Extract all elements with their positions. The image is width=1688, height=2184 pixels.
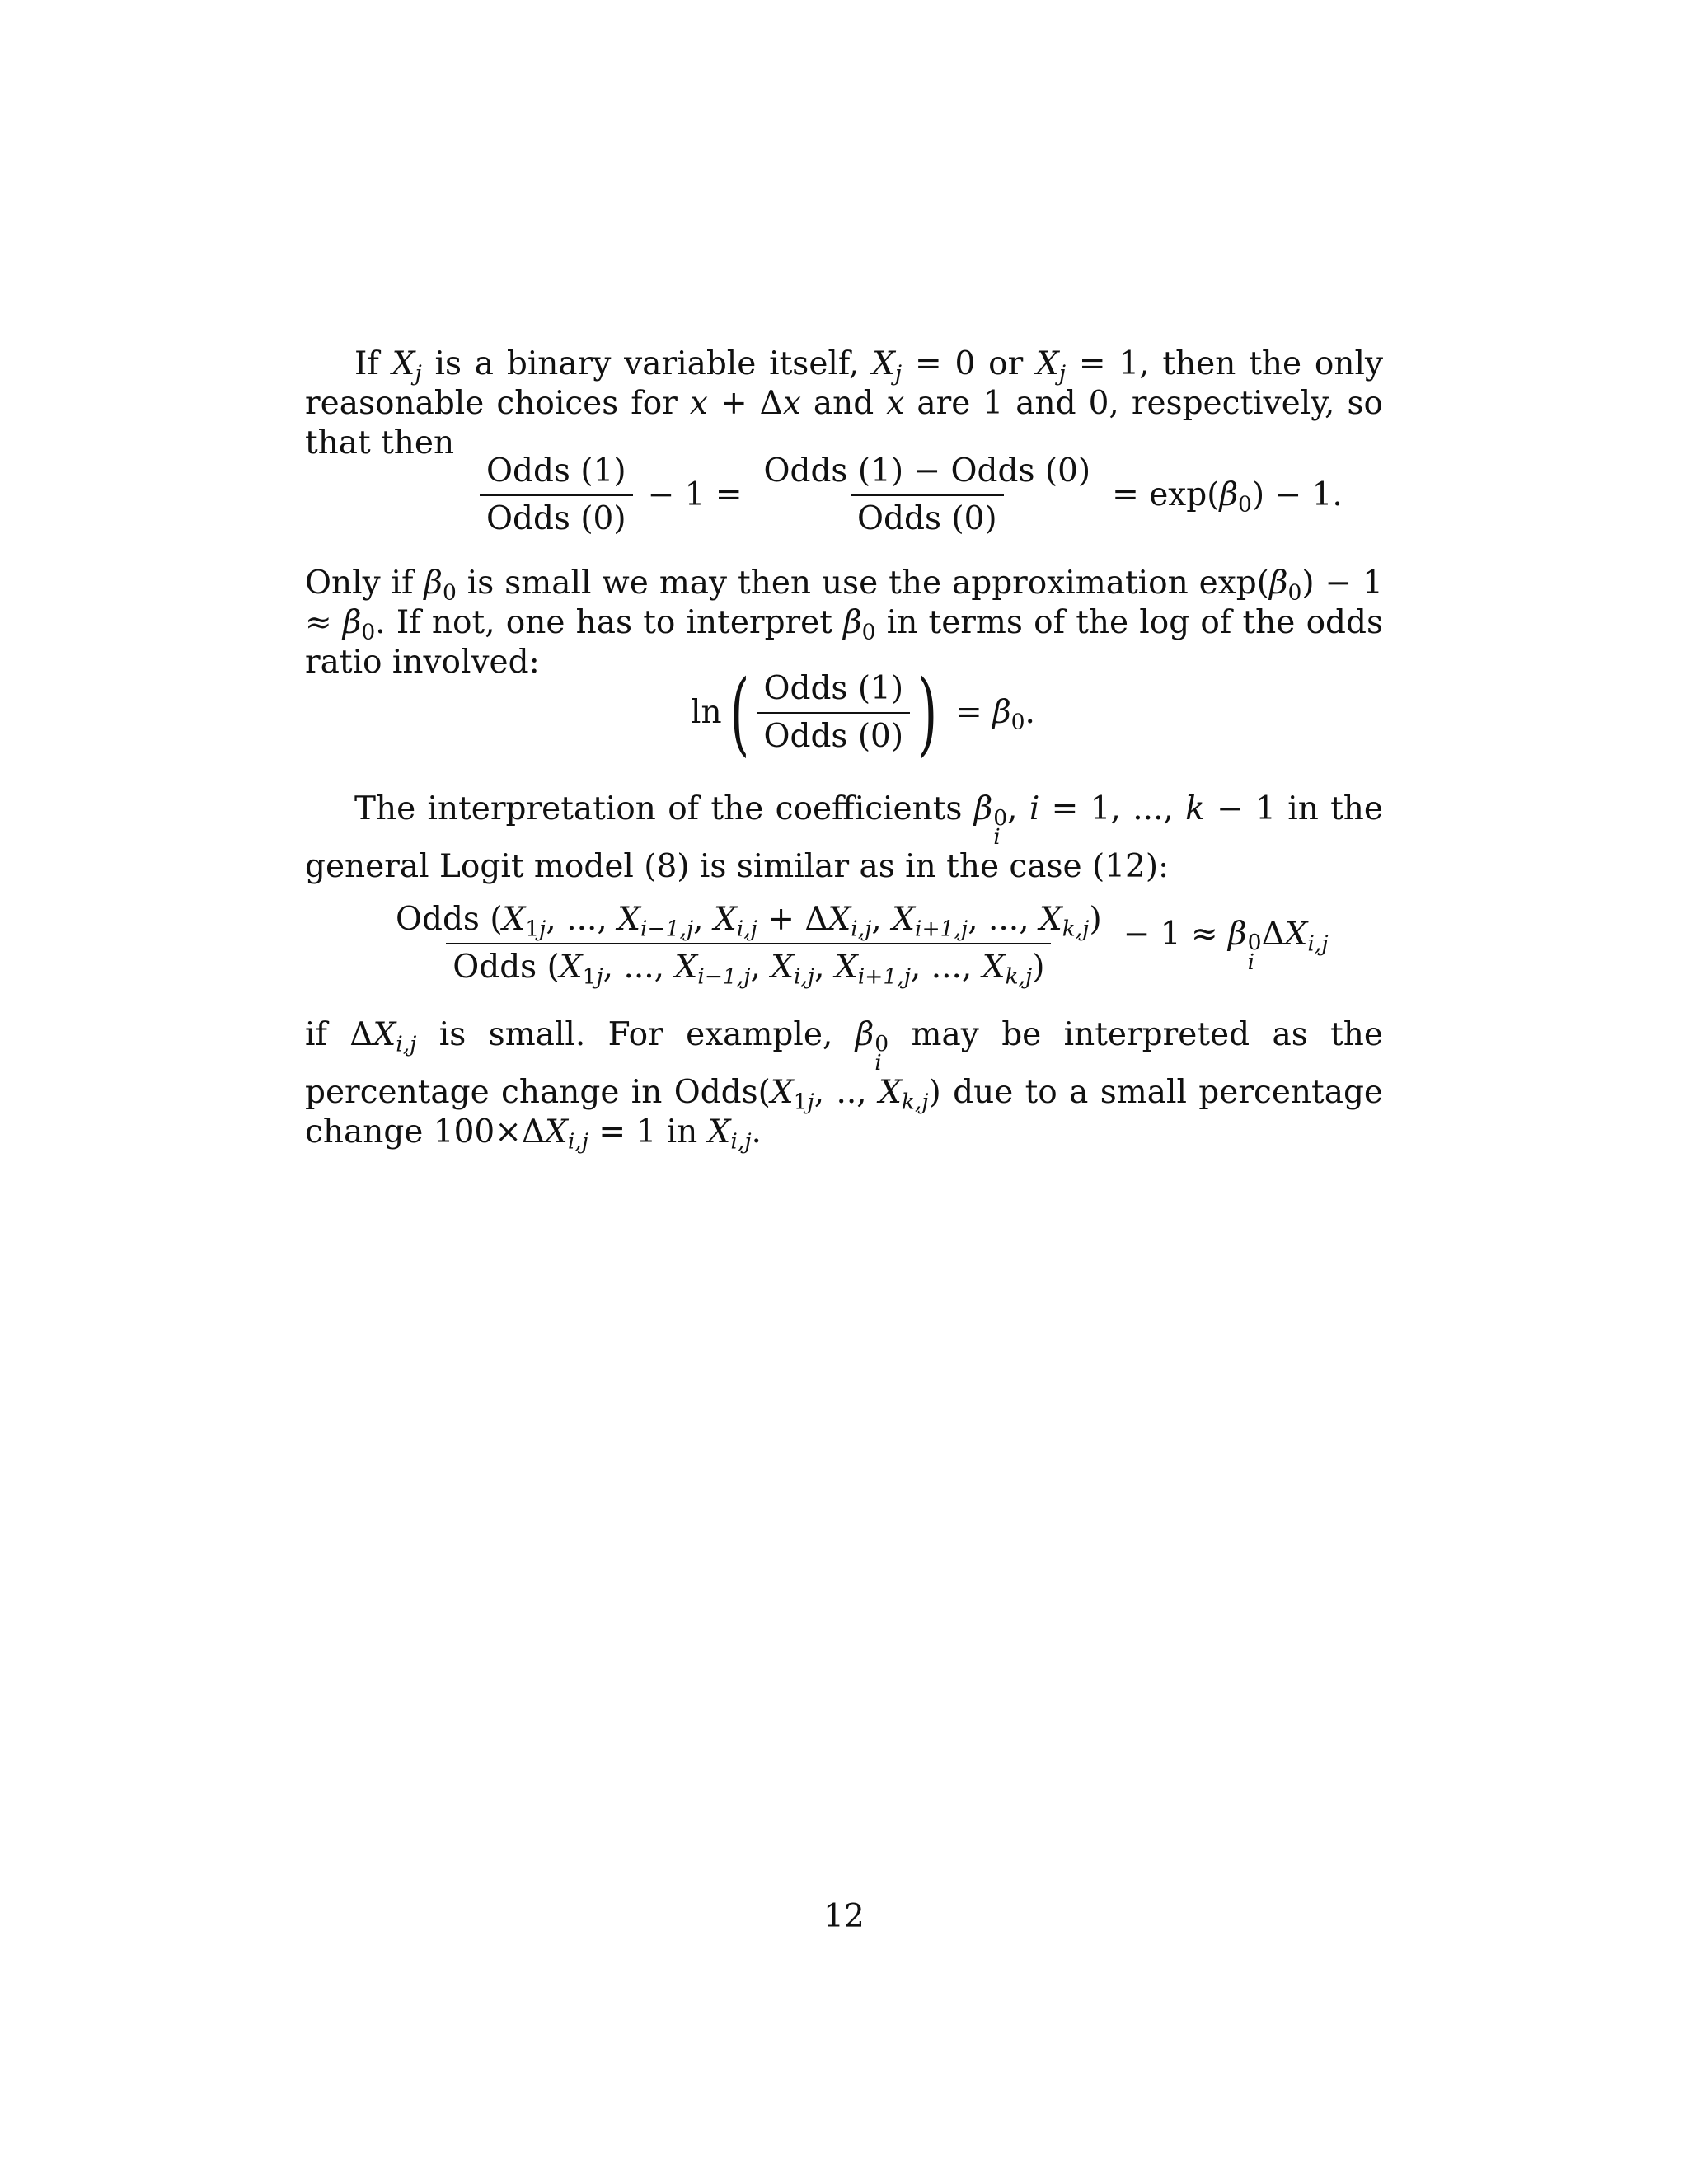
equation-odds-ratio: $\frac{\text{Odds (1)}}{\text{Odds (0)}}$ − 1 = $\frac{\text{Odds (1) − Odds (0)}}{\text{Odds (0)}}$ = $\exp(\beta_0) - 1$.: [475, 452, 1353, 539]
fraction-odds-1-over-0: $\frac{\text{Odds (1)}}{\text{Odds (0)}}$: [480, 452, 633, 539]
paragraph-2: Only if $\beta_0$ is small we may then use the approximation $\exp(\beta_0) - 1 \approx \beta_0$. If not, one has to interpret $\beta_0$ in terms of the log of the odds ratio involved:: [305, 565, 1383, 681]
fraction-odds-diff: $\frac{\text{Odds (1) − Odds (0)}}{\text{Odds (0)}}$: [763, 452, 1091, 537]
fraction-odds-log: $\frac{\text{Odds (1)}}{\text{Odds (0)}}$: [757, 669, 911, 757]
equation-log-odds: ln ( $\frac{\text{Odds (1)}}{\text{Odds (0)}}$ ) = $\beta_0$.: [691, 660, 1035, 766]
equation-general-logit: $\frac{Odds (X_{1j}, ..., X_{i-1,j}, X_{i,j} + \Delta X_{i,j}, X_{i+1,j}, ..., X_{k,j})}{Odds (X_{1j}, ..., X_{i-1,j}, X_{i,j}, X_{i+1,j}, ..., X_{k,j})}$ − 1 ≈ β 0 i $\Delta X_{i,j}$: [384, 900, 1339, 987]
page-number: 12: [823, 1898, 865, 1935]
fraction-general-odds: $\frac{Odds (X_{1j}, ..., X_{i-1,j}, X_{i,j} + \Delta X_{i,j}, X_{i+1,j}, ..., X_{k,j})}{Odds (X_{1j}, ..., X_{i-1,j}, X_{i,j}, X_{i+1,j}, ..., X_{k,j})}$: [396, 901, 1102, 990]
paragraph-3: The interpretation of the coefficients β 0 i , i = 1, ..., k − 1 in the general Logit model (8) is similar as in the case (12):: [305, 790, 1383, 886]
paragraph-1: If $X_j$ is a binary variable itself, $X_j = 0$ or $X_j = 1$, then the only reasonable choices for x + Δx and x are 1 and 0, respectively, so that then: [305, 345, 1383, 462]
paragraph-4: if $\Delta X_{i,j}$ is small. For example, β 0 i may be interpreted as the percentage change in $Odds(X_{1j}$, .., $X_{k,j}$) due to a small percentage change $100\times\Delta X_{i,j} = 1$ in $X_{i,j}$.: [305, 1016, 1383, 1155]
